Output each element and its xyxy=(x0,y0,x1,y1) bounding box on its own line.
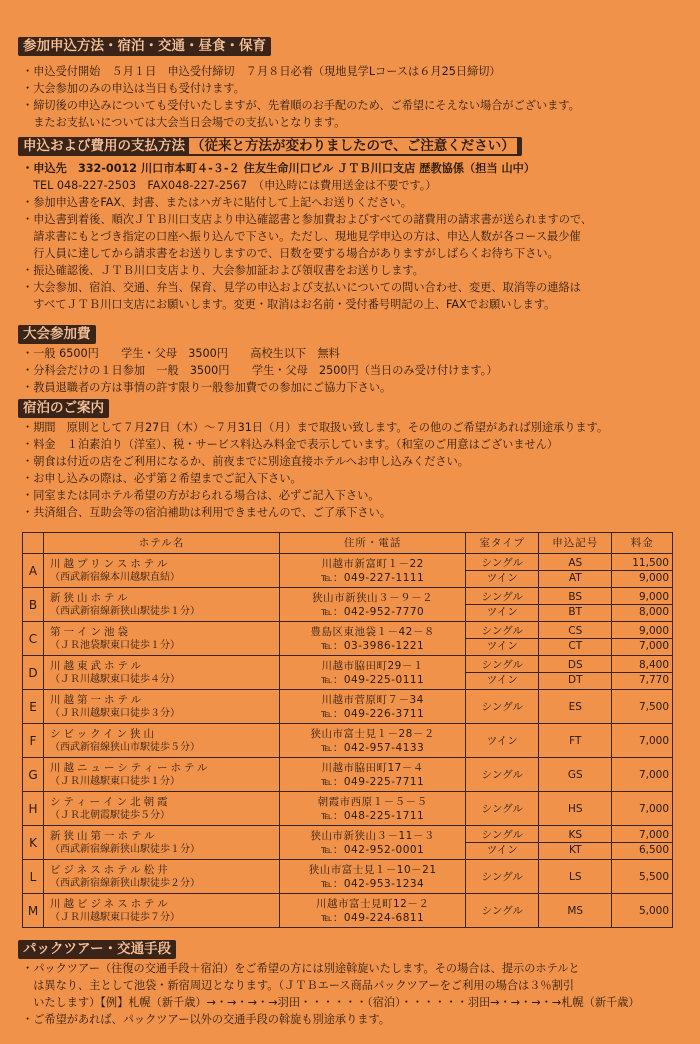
hotel-letter: H xyxy=(23,792,44,826)
hotel-phone: ℡：049-226-3711 xyxy=(321,707,425,720)
room-price: 8,400 xyxy=(638,659,669,671)
hotel-address-cell xyxy=(279,860,466,894)
hotel-name: シビックイン狭山 xyxy=(50,727,158,740)
hotel-name: 第一イン池袋 xyxy=(50,625,131,638)
room-price: 5,000 xyxy=(638,904,669,917)
room-price: 6,500 xyxy=(612,842,672,857)
text-line: ・同室または同ホテル希望の方がおられる場合は、必ずご記入下さい。 xyxy=(22,489,380,502)
room-type-cell xyxy=(466,554,539,588)
header-room-type: 室タイプ xyxy=(466,533,539,554)
room-type: シングル xyxy=(481,700,523,713)
hotel-access: （西武新宿線新狭山駅徒歩１分） xyxy=(50,843,200,855)
lodging-text xyxy=(22,419,692,521)
room-type: シングル xyxy=(481,591,523,603)
hotel-address-cell xyxy=(279,588,466,622)
table-row xyxy=(23,792,673,826)
hotel-address: 朝霞市西原１－５－５ xyxy=(317,795,428,808)
hotel-name-cell xyxy=(44,758,280,792)
hotel-address: 狭山市新狭山３－９－２ xyxy=(312,591,434,604)
room-code: DT xyxy=(539,672,611,687)
code-cell xyxy=(539,656,612,690)
hotel-name-cell xyxy=(44,622,280,656)
section-title-lodging: 宿泊のご案内 xyxy=(18,399,109,418)
room-type: ツイン xyxy=(466,638,538,653)
table-row xyxy=(23,588,673,622)
header-letter xyxy=(23,533,44,554)
text-line: ・料金 １泊素泊り（洋室）、税・サービス料込み料金で表示しています。（和室のご用意はございません） xyxy=(22,438,559,451)
room-price: 7,770 xyxy=(612,672,672,687)
code-cell xyxy=(539,588,612,622)
room-price: 7,000 xyxy=(638,734,669,747)
header-price: 料金 xyxy=(612,533,673,554)
room-code: GS xyxy=(567,768,583,781)
hotel-name-cell xyxy=(44,554,280,588)
payment-text xyxy=(22,160,692,313)
hotel-name-cell xyxy=(44,792,280,826)
text-line: ・共済組合、互助会等の宿泊補助は利用できませんので、ご了承下さい。 xyxy=(22,506,391,519)
room-type: シングル xyxy=(481,768,523,781)
hotel-name: 川越ビジネスホテル xyxy=(50,897,171,910)
hotel-name: 川越第一ホテル xyxy=(50,693,144,706)
price-cell xyxy=(612,860,673,894)
text-line: ・分科会だけの１日参加 一般 3500円 学生・父母 2500円（当日のみ受け付けます。） xyxy=(22,364,498,377)
hotel-letter: C xyxy=(23,622,44,656)
hotel-phone: ℡：049-225-7711 xyxy=(321,775,425,788)
hotel-name: シティーイン北朝霞 xyxy=(50,795,171,808)
room-code: DS xyxy=(567,659,583,671)
hotel-letter: A xyxy=(23,554,44,588)
room-type: シングル xyxy=(481,829,523,841)
hotel-name: 川越プリンスホテル xyxy=(50,557,171,570)
room-code: ES xyxy=(568,700,582,713)
hotel-name: 川越ニューシティーホテル xyxy=(50,761,211,774)
hotel-table-body xyxy=(23,554,673,928)
table-row xyxy=(23,758,673,792)
room-price: 8,000 xyxy=(612,604,672,619)
price-cell xyxy=(612,588,673,622)
text-line: すべてＪＴＢ川口支店にお願いします。変更・取消はお名前・受付番号明記の上、FAXでお願いします。 xyxy=(22,298,556,311)
table-row xyxy=(23,690,673,724)
hotel-letter: D xyxy=(23,656,44,690)
room-type-cell xyxy=(466,792,539,826)
hotel-name-cell xyxy=(44,894,280,928)
text-line: ・朝食は付近の店をご利用になるか、前夜までに別途直接ホテルへお申し込みください。 xyxy=(22,455,469,468)
room-code: KT xyxy=(539,842,611,857)
room-code: FT xyxy=(569,734,582,747)
room-code: AS xyxy=(568,557,583,569)
code-cell xyxy=(539,690,612,724)
room-code: CS xyxy=(568,625,583,637)
room-type: ツイン xyxy=(466,842,538,857)
hotel-table xyxy=(22,532,673,928)
hotel-address: 川越市新富町１－22 xyxy=(321,557,424,570)
price-cell xyxy=(612,622,673,656)
price-cell xyxy=(612,554,673,588)
room-type: シングル xyxy=(481,557,523,569)
hotel-letter: G xyxy=(23,758,44,792)
text-line: TEL 048-227-2503 FAX048-227-2567 （申込時には費用送金は不要です。） xyxy=(22,179,437,192)
price-cell xyxy=(612,758,673,792)
hotel-letter: B xyxy=(23,588,44,622)
room-price: 7,000 xyxy=(638,829,669,841)
text-line: ・お申し込みの際は、必ず第２希望までご記入下さい。 xyxy=(22,472,302,485)
hotel-address: 豊島区東池袋１－42－８ xyxy=(310,625,435,638)
hotel-phone: ℡：049-224-6811 xyxy=(321,911,425,924)
hotel-name-cell xyxy=(44,860,280,894)
code-cell xyxy=(539,826,612,860)
text-line: ・申込先 332-0012 川口市本町４-３-２ 住友生命川口ビル ＪＴＢ川口支店 歴教協係（担当 山中） xyxy=(22,162,536,175)
hotel-access: （西武新宿線新狭山駅徒歩２分） xyxy=(50,877,200,889)
hotel-phone: ℡：049-227-1111 xyxy=(321,571,425,584)
room-code: MS xyxy=(567,904,584,917)
hotel-name-cell xyxy=(44,690,280,724)
room-price: 7,000 xyxy=(638,768,669,781)
code-cell xyxy=(539,792,612,826)
hotel-access: （西武新宿線本川越駅直結） xyxy=(50,571,180,583)
code-cell xyxy=(539,894,612,928)
hotel-address: 川越市菅原町７－34 xyxy=(321,693,424,706)
room-type: シングル xyxy=(481,802,523,815)
hotel-access: （ＪＲ川越駅東口徒歩３分） xyxy=(50,707,180,719)
room-type-cell xyxy=(466,724,539,758)
section-title-application: 参加申込方法・宿泊・交通・昼食・保育 xyxy=(18,37,271,56)
room-type: シングル xyxy=(481,870,523,883)
hotel-access: （ＪＲ川越駅東口徒歩７分） xyxy=(50,911,180,923)
hotel-name-cell xyxy=(44,588,280,622)
hotel-name-cell xyxy=(44,826,280,860)
room-price: 9,000 xyxy=(638,591,669,603)
hotel-letter: L xyxy=(23,860,44,894)
hotel-address-cell xyxy=(279,554,466,588)
hotel-access: （ＪＲ川越駅東口徒歩４分） xyxy=(50,673,180,685)
room-type-cell xyxy=(466,622,539,656)
room-type: ツイン xyxy=(466,672,538,687)
text-line: ・参加申込書をFAX、封書、またはハガキに貼付して上記へお送りください。 xyxy=(22,196,412,209)
header-hotel: ホテル名 xyxy=(44,533,280,554)
room-type: シングル xyxy=(481,625,523,637)
code-cell xyxy=(539,622,612,656)
hotel-name: 川越東武ホテル xyxy=(50,659,144,672)
hotel-phone: ℡：042-957-4133 xyxy=(321,741,425,754)
price-cell xyxy=(612,690,673,724)
hotel-access: （ＪＲ北朝霞駅徒歩５分） xyxy=(50,809,170,821)
room-type-cell xyxy=(466,758,539,792)
room-code: BS xyxy=(568,591,583,603)
room-type: ツイン xyxy=(466,570,538,585)
price-cell xyxy=(612,894,673,928)
section-title-payment xyxy=(18,137,522,156)
room-type: シングル xyxy=(481,659,523,671)
hotel-address-cell xyxy=(279,690,466,724)
price-cell xyxy=(612,792,673,826)
hotel-phone: ℡：049-225-0111 xyxy=(321,673,425,686)
room-type-cell xyxy=(466,826,539,860)
room-price: 7,000 xyxy=(612,638,672,653)
code-cell xyxy=(539,758,612,792)
price-cell xyxy=(612,656,673,690)
room-code: BT xyxy=(539,604,611,619)
hotel-address-cell xyxy=(279,826,466,860)
hotel-address: 狭山市新狭山３－11－３ xyxy=(310,829,435,842)
text-line: ・パックツアー（往復の交通手段＋宿泊）をご希望の方には別途斡旋いたします。その場合は、提示のホテルと xyxy=(22,962,580,975)
hotel-name: ビジネスホテル松井 xyxy=(50,863,171,876)
hotel-name-cell xyxy=(44,724,280,758)
application-text xyxy=(22,63,692,131)
text-line: ・申込受付開始 ５月１日 申込受付締切 ７月８日必着（現地見学Lコースは６月25日締切） xyxy=(22,65,501,78)
hotel-address-cell xyxy=(279,656,466,690)
hotel-address-cell xyxy=(279,724,466,758)
hotel-access: （西武新宿線新狭山駅徒歩１分） xyxy=(50,605,200,617)
section-title-package: パックツアー・交通手段 xyxy=(18,940,176,959)
hotel-address: 川越市脇田町29－１ xyxy=(321,659,424,672)
hotel-access: （ＪＲ池袋駅東口徒歩１分） xyxy=(50,639,180,651)
text-line: ・振込確認後、ＪＴＢ川口支店より、大会参加証および領収書をお送りします。 xyxy=(22,264,424,277)
text-line: 請求書にもとづき指定の口座へ振り込んで下さい。ただし、現地見学申込の方は、申込人数が各コース最少催 xyxy=(22,230,581,243)
hotel-address: 川越市富士見町12－２ xyxy=(315,897,430,910)
room-code: AT xyxy=(539,570,611,585)
hotel-phone: ℡：03-3986-1221 xyxy=(321,639,425,652)
table-row xyxy=(23,724,673,758)
room-type-cell xyxy=(466,690,539,724)
payment-title-note: （従来と方法が変わりましたので、ご注意ください） xyxy=(191,138,515,154)
room-type: ツイン xyxy=(466,604,538,619)
hotel-letter: F xyxy=(23,724,44,758)
hotel-access: （ＪＲ川越駅東口徒歩１分） xyxy=(50,775,180,787)
package-text xyxy=(22,960,692,1028)
room-code: LS xyxy=(568,870,582,883)
room-type-cell xyxy=(466,656,539,690)
room-type-cell xyxy=(466,860,539,894)
hotel-phone: ℡：042-952-7770 xyxy=(321,605,425,618)
hotel-address-cell xyxy=(279,792,466,826)
header-address: 住所・電話 xyxy=(279,533,466,554)
hotel-letter: E xyxy=(23,690,44,724)
room-price: 5,500 xyxy=(638,870,669,883)
room-code: KS xyxy=(568,829,583,841)
text-line: ・ご希望があれば、パックツアー以外の交通手段の斡旋も別途承ります。 xyxy=(22,1013,390,1026)
room-code: HS xyxy=(567,802,583,815)
text-line: ・締切後の申込みについても受付いたしますが、先着順のお手配のため、ご希望にそえない場合がございます。 xyxy=(22,99,580,112)
text-line: ・期間 原則として７月27日（木）～７月31日（月）まで取扱い致します。その他のご希望があれば別途承ります。 xyxy=(22,421,609,434)
fees-text xyxy=(22,345,692,396)
hotel-phone: ℡：042-953-1234 xyxy=(321,877,425,890)
price-cell xyxy=(612,826,673,860)
text-line: いたします）【例】札幌（新千歳）→・→・→・→羽田・・・・・・（宿泊）・・・・・・羽田→・→・→・→札幌（新千歳） xyxy=(22,996,640,1009)
text-line: ・大会参加、宿泊、交通、弁当、保育、見学の申込および支払いについての問い合わせ、変更、取消等の連絡は xyxy=(22,281,581,294)
payment-title-main: 申込および費用の支払方法 xyxy=(23,138,185,154)
hotel-phone: ℡：048-225-1711 xyxy=(321,809,425,822)
room-price: 7,000 xyxy=(638,802,669,815)
code-cell xyxy=(539,724,612,758)
room-type-cell xyxy=(466,894,539,928)
table-row xyxy=(23,656,673,690)
hotel-address-cell xyxy=(279,758,466,792)
hotel-address: 狭山市富士見１－10－21 xyxy=(308,863,437,876)
table-row xyxy=(23,894,673,928)
room-price: 7,500 xyxy=(638,700,669,713)
code-cell xyxy=(539,554,612,588)
room-type-cell xyxy=(466,588,539,622)
room-type: ツイン xyxy=(486,734,518,747)
hotel-name: 新狭山ホテル xyxy=(50,591,131,604)
text-line: ・教員退職者の方は事情の許す限り一般参加費での参加にご協力下さい。 xyxy=(22,381,392,394)
header-code: 申込記号 xyxy=(539,533,612,554)
text-line: ・申込書到着後、順次ＪＴＢ川口支店より申込確認書と参加費およびすべての諸費用の請求書が送られますので、 xyxy=(22,213,593,226)
table-header-row xyxy=(23,533,673,554)
hotel-address-cell xyxy=(279,894,466,928)
text-line: 行人員に達してから請求書をお送りしますので、日数を要する場合がありますがしばらくお待ち下さい。 xyxy=(22,247,559,260)
room-price: 9,000 xyxy=(612,570,672,585)
text-line: ・大会参加のみの申込は当日も受付けます。 xyxy=(22,82,245,95)
hotel-access: （西武新宿線狭山市駅徒歩５分） xyxy=(50,741,200,753)
table-row xyxy=(23,826,673,860)
hotel-address-cell xyxy=(279,622,466,656)
table-row xyxy=(23,554,673,588)
hotel-address: 狭山市富士見１－28－２ xyxy=(310,727,435,740)
table-row xyxy=(23,860,673,894)
section-title-fees: 大会参加費 xyxy=(18,325,96,344)
room-price: 11,500 xyxy=(632,557,669,569)
room-code: CT xyxy=(539,638,611,653)
room-price: 9,000 xyxy=(638,625,669,637)
hotel-name-cell xyxy=(44,656,280,690)
table-row xyxy=(23,622,673,656)
room-type: シングル xyxy=(481,904,523,917)
hotel-letter: K xyxy=(23,826,44,860)
price-cell xyxy=(612,724,673,758)
hotel-name: 新狭山第一ホテル xyxy=(50,829,158,842)
hotel-phone: ℡：042-952-0001 xyxy=(321,843,425,856)
hotel-address: 川越市脇田町17－４ xyxy=(321,761,424,774)
text-line: またお支払いについては大会当日会場での支払いとなります。 xyxy=(22,116,346,129)
hotel-letter: M xyxy=(23,894,44,928)
text-line: は異なり、主として池袋・新宿周辺となります。（ＪＴＢエース商品パックツアーをご利用の場合は３％割引 xyxy=(22,979,574,992)
text-line: ・一般 6500円 学生・父母 3500円 高校生以下 無料 xyxy=(22,347,340,360)
code-cell xyxy=(539,860,612,894)
